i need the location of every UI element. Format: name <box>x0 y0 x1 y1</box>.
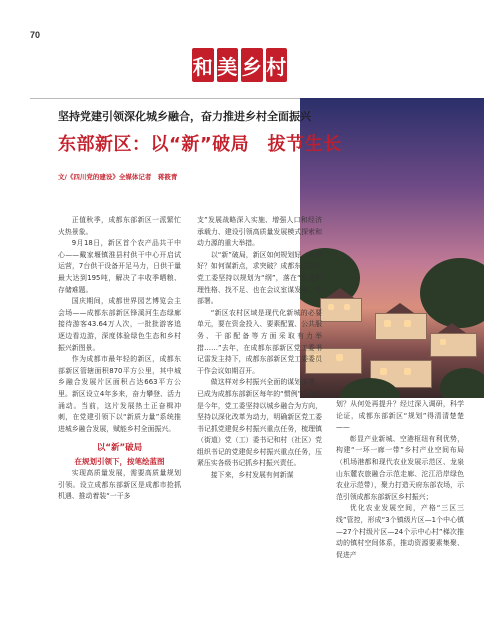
article-kicker: 坚持党建引领深化城乡融合，奋力推进乡村全面振兴 <box>58 110 311 123</box>
banner-char: 乡 <box>241 48 263 82</box>
page-number: 70 <box>30 30 41 40</box>
body-paragraph: 划？从何处再提升？经过深入调研，科学论证，成都东部新区“规划”得清清楚楚—— <box>336 400 464 432</box>
byline-author: 文/《四川党的建设》全媒体记者 蒋筱青 <box>58 173 178 181</box>
body-column-3 <box>336 399 464 561</box>
section-subhead <box>58 441 181 468</box>
body-paragraph: 9月18日，新区首个农产品共干中心——戴家堰镇淮县村供干中心开启试运营，7台供干设备开足马力，日供干量最大达到195吨，解决了丰收季晒粮、存储难题。 <box>58 239 181 294</box>
body-paragraph: 优化农业发展空间，产格“三区三线”管控，形成“3个镇级片区—1个中心镇—27个村级片区—24个示中心村”梯次推动的镇村空间体系，推动资源要素集聚、促进产 <box>336 504 464 559</box>
body-column-1 <box>58 215 181 503</box>
banner-char: 和 <box>192 48 214 82</box>
body-paragraph: 正值秋季，成都东部新区一派繁忙火热景象。 <box>58 216 181 236</box>
banner-char: 美 <box>217 48 239 82</box>
body-paragraph: “新区农村区域是现代化新城的必要单元，要在资金投入、要素配置、公共服务、干部配备等方面采取有力举措……”去年，在成都东部新区党工委书记雷发主持下，成都东部新区党工委委员干作会议如期召开。 <box>197 308 322 375</box>
body-paragraph: 国庆期间，成都世界园艺博览会主会场——成都东部新区锋溪河生态绿廊接待游客43.64万人次，一批批游客追逐边看边游，深度体验绿色生态和乡村振兴新图景。 <box>58 297 181 352</box>
body-paragraph: 作为成都市最年轻的新区，成都东部新区管辖面积870平方公里，其中城乡融合发展片区面积占达663平方公里。新区设立4年多来，奋力攀登、活力涌动。当前，这片发展热土正奋楫冲刺，在党建引领下以“新质力量”系统推进城乡融合发展，赋能乡村全面振兴。 <box>58 355 181 433</box>
article-byline <box>58 172 177 181</box>
subhead-line-1: 以“新”破局 <box>96 443 143 454</box>
subhead-line-2: 在规划引领下，按笔绘蓝图 <box>74 457 165 467</box>
banner-char: 村 <box>266 48 288 82</box>
section-banner <box>192 48 287 82</box>
body-paragraph: 接下来，乡村发展有何新谋 <box>210 471 294 480</box>
body-paragraph: 支”发展战略深入实施、增强人口和经济承载力、建设引领高质量发展模式探索和动力源的重大举措。 <box>197 216 322 248</box>
body-column-2 <box>197 215 322 482</box>
body-paragraph: 彰显产业新城、空港枢纽有利优势，构建“一环一廊一带”乡村产业空间布局（机场港都和现代农业发展示范区、龙泉山东麓农旅融合示范走廊、沱江沿岸绿色农业示范带），聚力打造天府东部农场，示范引领成都东部新区乡村振兴； <box>336 434 464 501</box>
article-headline: 东部新区：以“新”破局 拔节生长 <box>58 134 342 155</box>
body-paragraph: 以“新”破局，新区如何规划好、发展好？如何谋新点，求突破？成都东部新区党工委坚持以规划为“纲”，落在“找准肌理性格、找不足、也在会议室谋发展，作部署。 <box>197 250 322 306</box>
body-paragraph: 做这样对乡村振兴全面的谋划部署，已成为成都东部新区每年的“惯例”。尤其是今年，党工委坚持以城乡融合为方向，坚持以深化改革为动力，明确新区党工委书记抓党建促乡村振兴重点任务，梳理镇（街道）党（工）委书记和村（社区）党组织书记的党建促乡村振兴重点任务，压紧压实各级书记抓乡村振兴责任。 <box>197 378 322 468</box>
body-paragraph: 实现高质量发展，需要高质量规划引领。设立成都东部新区是成都市抢抓机遇、推动着装“一干多 <box>58 469 181 501</box>
